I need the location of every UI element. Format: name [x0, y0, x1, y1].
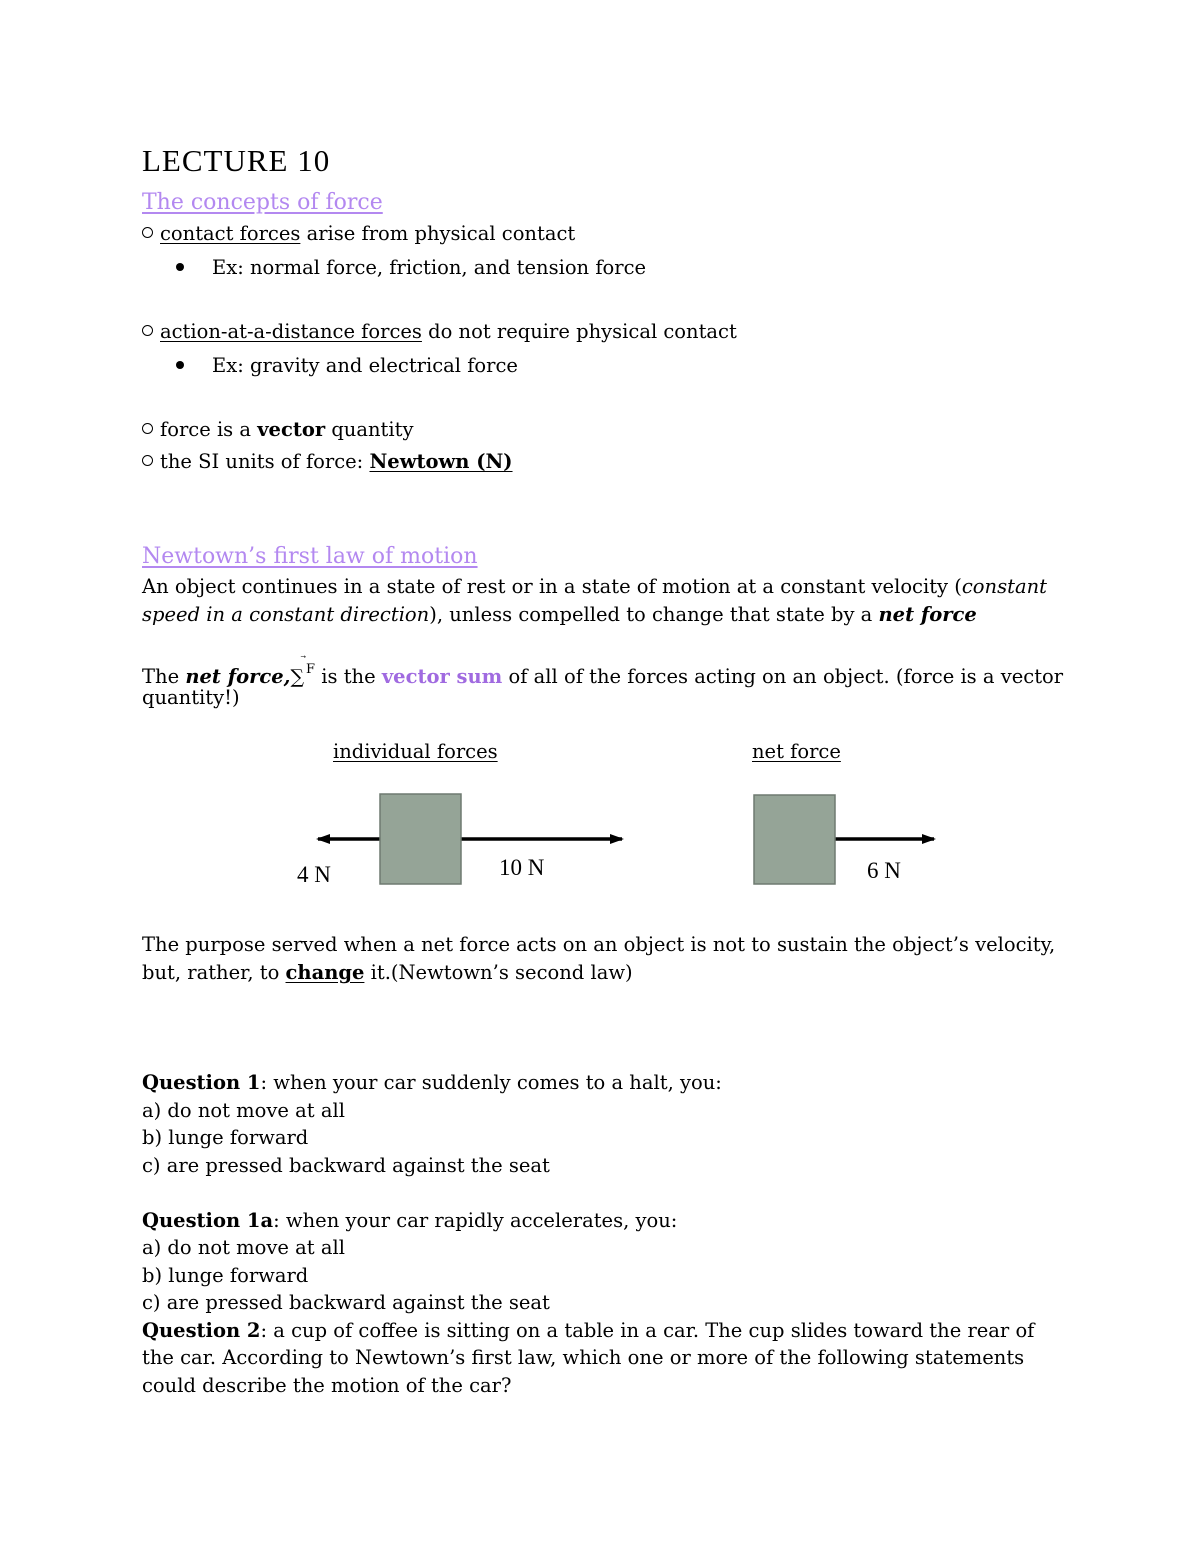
vector-f-letter: F [306, 662, 316, 677]
law-italic-1: constant [961, 575, 1047, 598]
vector-post: quantity [325, 418, 414, 441]
net-force-term: net force, [185, 665, 291, 688]
units-bold: Newtown (N) [369, 450, 513, 473]
question-2-line-2: the car. According to Newtown’s first law, which one or more of the following statements [142, 1346, 1025, 1369]
law-net-force: net force [878, 603, 977, 626]
question-1-label: Question 1 [142, 1071, 261, 1094]
object-box-net [754, 795, 835, 884]
question-2-line-3: could describe the motion of the car? [142, 1374, 512, 1397]
question-1-option-a: a) do not move at all [142, 1099, 345, 1122]
vector-sum-term: vector sum [381, 665, 503, 688]
question-2-label: Question 2 [142, 1319, 261, 1342]
units-pre: the SI units of force: [160, 450, 370, 473]
question-1a-option-a: a) do not move at all [142, 1236, 345, 1259]
question-1a-option-c: c) are pressed backward against the seat [142, 1291, 550, 1314]
diagram-title-individual: individual forces [333, 740, 498, 763]
contact-example-text: Ex: normal force, friction, and tension force [212, 256, 647, 279]
distance-example-text: Ex: gravity and electrical force [212, 354, 518, 377]
sigma-symbol: ∑ [290, 666, 305, 688]
law-italic-2: speed in a constant direction [142, 603, 430, 626]
question-1a-text: : when your car rapidly accelerates, you: [273, 1209, 678, 1232]
net-is: is the [315, 665, 382, 688]
contact-forces-term: contact forces [160, 222, 301, 245]
vector-bold: vector [257, 418, 326, 441]
purpose-change: change [285, 961, 365, 984]
purpose-pre: but, rather, to [142, 961, 286, 984]
purpose-line-1: The purpose served when a net force acts on an object is not to sustain the object’s velocity, [142, 933, 1056, 956]
purpose-post: it.(Newtown’s second law) [364, 961, 633, 984]
distance-forces-term: action-at-a-distance forces [160, 320, 422, 343]
contact-forces-text: arise from physical contact [300, 222, 576, 245]
question-1-option-c: c) are pressed backward against the seat [142, 1154, 550, 1177]
net-force-label: 6 N [867, 858, 901, 883]
section-heading-concepts: The concepts of force [142, 190, 383, 215]
question-1a-label: Question 1a [142, 1209, 274, 1232]
page-title: LECTURE 10 [142, 143, 331, 178]
question-1-option-b: b) lunge forward [142, 1126, 309, 1149]
net-post: of all of the forces acting on an object. (force is a vector [502, 665, 1064, 688]
law-text-1: An object continues in a state of rest or in a state of motion at a constant velocity ( [142, 575, 962, 598]
diagram-title-net: net force [752, 740, 841, 763]
net-force-line-2: quantity!) [142, 686, 240, 709]
law-text-2: ), unless compelled to change that state by a [429, 603, 879, 626]
distance-forces-text: do not require physical contact [421, 320, 737, 343]
vector-pre: force is a [160, 418, 258, 441]
question-2-text: : a cup of coffee is sitting on a table in a car. The cup slides toward the rear of [260, 1319, 1035, 1342]
right-force-label: 10 N [499, 855, 545, 880]
net-pre: The [142, 665, 186, 688]
question-1-text: : when your car suddenly comes to a halt, you: [260, 1071, 722, 1094]
section-heading-first-law: Newtown’s first law of motion [142, 544, 478, 569]
left-force-label: 4 N [297, 862, 331, 887]
question-1a-option-b: b) lunge forward [142, 1264, 309, 1287]
object-box-individual [380, 794, 461, 884]
